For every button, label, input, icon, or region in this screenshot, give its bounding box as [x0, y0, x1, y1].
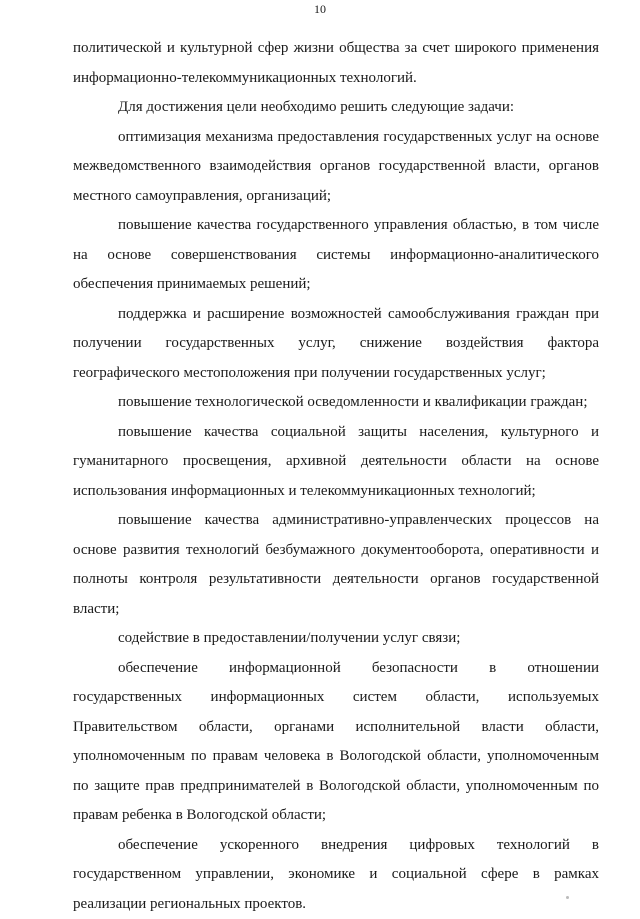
paragraph-task-services-optimization: оптимизация механизма предоставления государственных услуг на основе межведомственного взаимодействия органов государственной власти, органов местного самоуправления, организаций;	[73, 123, 599, 212]
paragraph-task-administrative-processes: повышение качества административно-управленческих процессов на основе развития технологий безбумажного документооборота, оперативности и полноты контроля результативности деятельности органов государственной власти;	[73, 506, 599, 624]
paragraph-task-social-protection: повышение качества социальной защиты населения, культурного и гуманитарного просвещения, архивной деятельности области на основе использования информационных и телекоммуникационных технологий;	[73, 418, 599, 507]
page-number: 10	[0, 2, 640, 16]
paragraph-task-self-service: поддержка и расширение возможностей самообслуживания граждан при получении государственных услуг, снижение воздействия фактора географического местоположения при получении государственных услуг;	[73, 300, 599, 389]
paragraph-continuation: политической и культурной сфер жизни общества за счет широкого применения информационно-телекоммуникационных технологий.	[73, 34, 599, 93]
paragraph-task-digital-technologies: обеспечение ускоренного внедрения цифровых технологий в государственном управлении, экономике и социальной сфере в рамках реализации региональных проектов.	[73, 831, 599, 919]
paragraph-task-communication-services: содействие в предоставлении/получении услуг связи;	[73, 624, 599, 654]
paragraph-task-information-security: обеспечение информационной безопасности в отношении государственных информационных систем области, используемых Правительством области, органами исполнительной власти области, уполномоченным по правам человека в Вологодской области, уполномоченным по защите прав предпринимателей в Вологодской области, уполномоченным по правам ребенка в Вологодской области;	[73, 654, 599, 831]
paragraph-task-citizen-awareness: повышение технологической осведомленности и квалификации граждан;	[73, 388, 599, 418]
paragraph-tasks-intro: Для достижения цели необходимо решить следующие задачи:	[73, 93, 599, 123]
document-body	[73, 34, 599, 919]
paragraph-task-governance-quality: повышение качества государственного управления областью, в том числе на основе совершенствования системы информационно-аналитического обеспечения принимаемых решений;	[73, 211, 599, 300]
scan-artifact-dot	[566, 896, 569, 899]
